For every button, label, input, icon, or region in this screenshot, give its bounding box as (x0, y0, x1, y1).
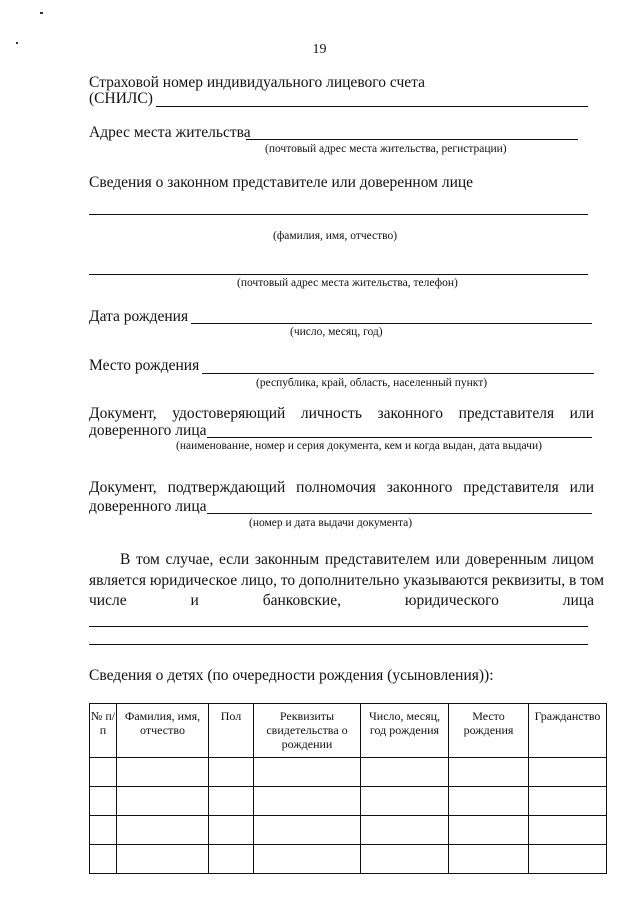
authority-document-caption: (номер и дата выдачи документа) (249, 517, 413, 529)
table-cell[interactable] (361, 787, 449, 816)
table-row (90, 845, 607, 874)
table-cell[interactable] (90, 845, 117, 874)
table-cell[interactable] (117, 787, 209, 816)
birth-place-input-line[interactable] (202, 373, 594, 374)
authority-document-label: Документ, подтверждающий полномочия законного представителя или (89, 479, 594, 496)
col-sex: Пол (209, 704, 254, 758)
children-table (89, 703, 607, 874)
table-cell[interactable] (529, 845, 607, 874)
col-citizenship: Гражданство (529, 704, 607, 758)
table-cell[interactable] (361, 758, 449, 787)
representative-address-caption: (почтовый адрес места жительства, телефон) (237, 277, 458, 289)
table-cell[interactable] (209, 787, 254, 816)
id-document-caption: (наименование, номер и серия документа, кем и когда выдан, дата выдачи) (176, 440, 542, 452)
table-cell[interactable] (209, 816, 254, 845)
legal-entity-input-line-1[interactable] (89, 626, 588, 627)
representative-name-caption: (фамилия, имя, отчество) (273, 230, 398, 242)
birth-date-label: Дата рождения (89, 308, 189, 325)
birth-date-input-line[interactable] (191, 323, 592, 324)
address-input-line[interactable] (246, 139, 578, 140)
snils-label: Страховой номер индивидуального лицевого счета (89, 74, 425, 91)
id-document-label: Документ, удостоверяющий личность законного представителя или (89, 405, 594, 422)
col-number: № п/п (90, 704, 117, 758)
snils-input-line[interactable] (156, 106, 588, 107)
col-birth-place: Место рождения (449, 704, 529, 758)
representative-name-line[interactable] (89, 214, 588, 215)
table-cell[interactable] (361, 845, 449, 874)
table-cell[interactable] (209, 758, 254, 787)
table-cell[interactable] (117, 758, 209, 787)
page-number: 19 (312, 42, 327, 57)
table-row (90, 758, 607, 787)
table-row (90, 816, 607, 845)
table-cell[interactable] (529, 787, 607, 816)
table-cell[interactable] (449, 758, 529, 787)
authority-document-input-line[interactable] (207, 513, 592, 514)
children-heading: Сведения о детях (по очередности рождения (усыновления)): (89, 667, 494, 684)
table-cell[interactable] (449, 845, 529, 874)
address-caption: (почтовый адрес места жительства, регистрации) (265, 143, 507, 155)
table-row (90, 787, 607, 816)
birth-place-caption: (республика, край, область, населенный пункт) (256, 377, 488, 389)
address-label: Адрес места жительства (89, 124, 251, 141)
table-cell[interactable] (90, 758, 117, 787)
legal-entity-input-line-2[interactable] (89, 644, 588, 645)
legal-entity-paragraph-line1: В том случае, если законным представителем или доверенным лицом (120, 551, 594, 568)
authority-document-label-cont: доверенного лица (89, 498, 207, 515)
representative-address-line[interactable] (89, 274, 588, 275)
table-cell[interactable] (90, 787, 117, 816)
col-birth-date: Число, месяц, год рождения (361, 704, 449, 758)
table-cell[interactable] (209, 845, 254, 874)
snils-label-abbr: (СНИЛС) (89, 90, 153, 107)
table-cell[interactable] (529, 758, 607, 787)
id-document-label-cont: доверенного лица (89, 422, 207, 439)
col-full-name: Фамилия, имя, отчество (117, 704, 209, 758)
scan-speck (16, 42, 18, 44)
table-cell[interactable] (361, 816, 449, 845)
table-cell[interactable] (117, 816, 209, 845)
col-birth-certificate: Реквизиты свидетельства о рождении (254, 704, 361, 758)
legal-entity-paragraph-line3: числе и банковские, юридического лица (89, 592, 594, 609)
birth-place-label: Место рождения (89, 357, 200, 374)
table-cell[interactable] (254, 787, 361, 816)
table-cell[interactable] (449, 816, 529, 845)
table-cell[interactable] (529, 816, 607, 845)
children-table-header (90, 704, 607, 758)
legal-entity-paragraph-line2: является юридическое лицо, то дополнительно указываются реквизиты, в том (89, 572, 605, 589)
table-cell[interactable] (254, 758, 361, 787)
table-cell[interactable] (254, 845, 361, 874)
table-cell[interactable] (117, 845, 209, 874)
table-cell[interactable] (449, 787, 529, 816)
table-cell[interactable] (90, 816, 117, 845)
table-cell[interactable] (254, 816, 361, 845)
id-document-input-line[interactable] (207, 437, 592, 438)
scan-speck (40, 12, 43, 14)
representative-heading: Сведения о законном представителе или доверенном лице (89, 174, 474, 191)
birth-date-caption: (число, месяц, год) (290, 326, 383, 338)
